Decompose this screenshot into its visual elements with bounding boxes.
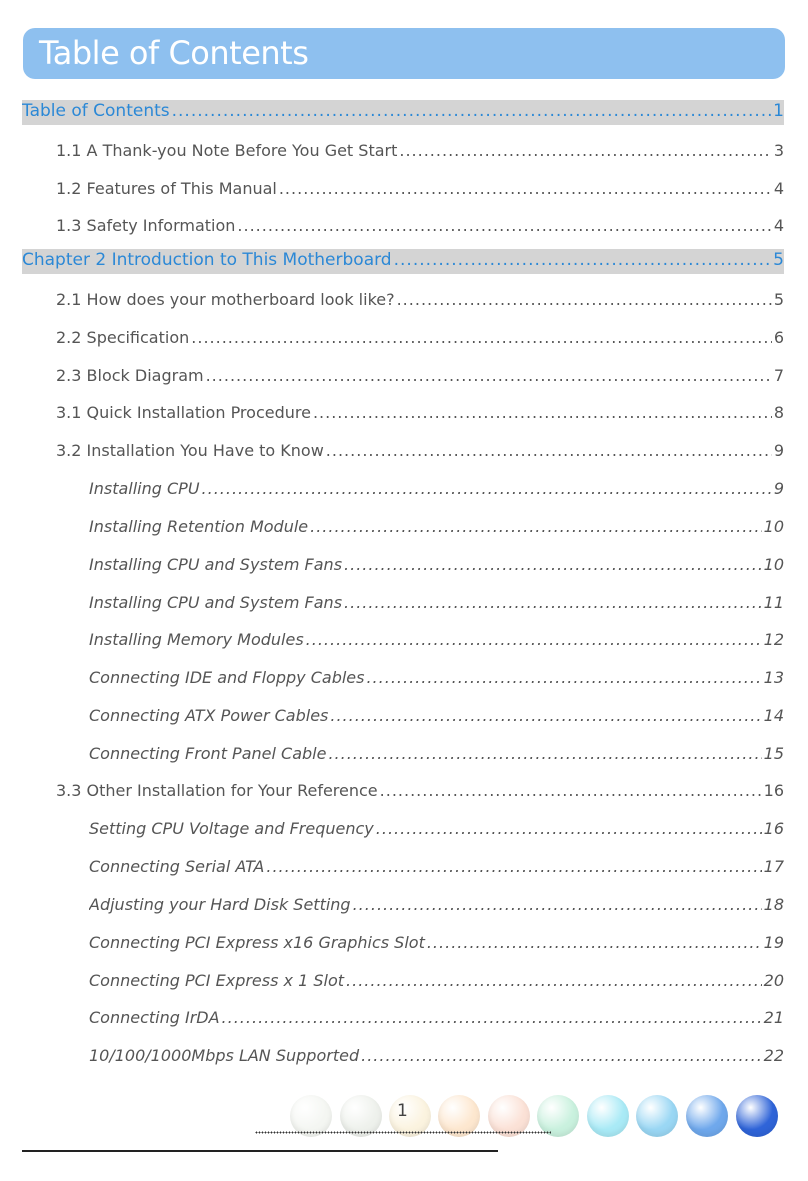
decorative-ball <box>636 1095 678 1137</box>
toc-dot-leader <box>191 328 772 347</box>
toc-entry-page: 4 <box>773 216 784 235</box>
toc-entry-page: 6 <box>773 328 784 347</box>
toc-dot-leader <box>172 101 772 121</box>
toc-entry-page: 3 <box>773 141 784 160</box>
toc-entry[interactable] <box>89 555 784 574</box>
decorative-ball <box>736 1095 778 1137</box>
toc-entry-label: 2.1 How does your motherboard look like? <box>56 290 395 309</box>
toc-entry-page: 16 <box>763 819 784 838</box>
toc-entry-label: Installing CPU and System Fans <box>89 593 343 612</box>
toc-entry-page: 8 <box>773 403 784 422</box>
toc-entry[interactable] <box>89 744 784 763</box>
toc-dot-leader <box>237 216 771 235</box>
toc-entry-page: 7 <box>773 366 784 385</box>
toc-entry-page: 21 <box>763 1008 784 1027</box>
toc-entry[interactable] <box>89 895 784 914</box>
toc-entry[interactable] <box>22 100 784 125</box>
toc-entry-label: Chapter 2 Introduction to This Motherboard <box>22 250 392 270</box>
toc-entry-page: 15 <box>763 744 784 763</box>
toc-entry-label: Table of Contents <box>22 101 170 121</box>
footer-rule <box>22 1150 498 1152</box>
toc-entry[interactable] <box>89 517 784 536</box>
toc-entry[interactable] <box>89 668 784 687</box>
toc-entry[interactable] <box>56 403 784 422</box>
toc-entry-label: 2.2 Specification <box>56 328 190 347</box>
toc-dot-leader <box>266 857 761 876</box>
toc-entry-label: Connecting PCI Express x 1 Slot <box>89 971 345 990</box>
title-banner <box>23 28 785 79</box>
toc-entry[interactable] <box>56 366 784 385</box>
toc-entry-page: 1 <box>773 101 784 121</box>
toc-entry-page: 4 <box>773 179 784 198</box>
toc-dot-leader <box>397 290 772 309</box>
toc-dot-leader <box>328 744 761 763</box>
toc-dot-leader <box>344 593 762 612</box>
toc-entry-label: Connecting ATX Power Cables <box>89 706 329 725</box>
toc-entry-label: Connecting IrDA <box>89 1008 220 1027</box>
toc-entry-label: Installing CPU <box>89 479 200 498</box>
toc-entry[interactable] <box>56 141 784 160</box>
toc-entry[interactable] <box>89 857 784 876</box>
toc-entry-label: 3.1 Quick Installation Procedure <box>56 403 311 422</box>
toc-dot-leader <box>376 819 762 838</box>
toc-dot-leader <box>306 630 762 649</box>
toc-entry-label: Installing CPU and System Fans <box>89 555 343 574</box>
toc-dot-leader <box>380 781 762 800</box>
toc-entry-page: 20 <box>763 971 784 990</box>
toc-entry[interactable] <box>56 216 784 235</box>
toc-entry-label: Setting CPU Voltage and Frequency <box>89 819 374 838</box>
toc-entry[interactable] <box>89 593 784 612</box>
toc-entry-label: 2.3 Block Diagram <box>56 366 204 385</box>
toc-entry-page: 13 <box>763 668 784 687</box>
toc-entry-label: Installing Retention Module <box>89 517 309 536</box>
toc-entry[interactable] <box>89 630 784 649</box>
toc-entry-page: 10 <box>763 517 784 536</box>
toc-dot-leader <box>313 403 772 422</box>
decorative-balls <box>290 1095 790 1143</box>
toc-entry-page: 11 <box>763 593 784 612</box>
toc-entry[interactable] <box>89 1008 784 1027</box>
toc-entry[interactable] <box>56 781 784 800</box>
toc-entry-label: Installing Memory Modules <box>89 630 304 649</box>
toc-dot-leader <box>346 971 762 990</box>
page-title: Table of Contents <box>39 34 309 72</box>
toc-entry[interactable] <box>22 249 784 274</box>
toc-entry[interactable] <box>89 971 784 990</box>
toc-dot-leader <box>326 441 772 460</box>
toc-dot-leader <box>222 1008 762 1027</box>
toc-dot-leader <box>427 933 762 952</box>
decorative-ball <box>686 1095 728 1137</box>
toc-dot-leader <box>399 141 771 160</box>
toc-entry[interactable] <box>56 179 784 198</box>
toc-dot-leader <box>202 479 772 498</box>
toc-entry[interactable] <box>56 441 784 460</box>
toc-entry-label: Connecting Serial ATA <box>89 857 265 876</box>
toc-entry[interactable] <box>89 706 784 725</box>
page-number: 1 <box>397 1101 408 1121</box>
toc-dot-leader <box>361 1046 762 1065</box>
toc-entry-label: 1.1 A Thank-you Note Before You Get Start <box>56 141 398 160</box>
toc-entry-label: Connecting PCI Express x16 Graphics Slot <box>89 933 425 952</box>
toc-entry[interactable] <box>89 819 784 838</box>
toc-entry-page: 17 <box>763 857 784 876</box>
toc-entry[interactable] <box>56 290 784 309</box>
toc-entry-page: 19 <box>763 933 784 952</box>
toc-entry-page: 10 <box>763 555 784 574</box>
toc-entry-label: 10/100/1000Mbps LAN Supported <box>89 1046 360 1065</box>
toc-entry[interactable] <box>89 933 784 952</box>
toc-entry-label: Connecting IDE and Floppy Cables <box>89 668 365 687</box>
toc-entry-page: 5 <box>773 290 784 309</box>
toc-entry[interactable] <box>89 479 784 498</box>
toc-entry-page: 22 <box>763 1046 784 1065</box>
toc-entry-page: 5 <box>773 250 784 270</box>
toc-entry-label: 3.2 Installation You Have to Know <box>56 441 324 460</box>
toc-entry-label: 3.3 Other Installation for Your Reference <box>56 781 378 800</box>
toc-entry-page: 9 <box>773 479 784 498</box>
toc-dot-leader <box>310 517 762 536</box>
toc-entry[interactable] <box>56 328 784 347</box>
toc-dot-leader <box>279 179 772 198</box>
toc-dot-leader <box>366 668 761 687</box>
toc-dot-leader <box>394 250 772 270</box>
toc-entry-page: 16 <box>763 781 784 800</box>
footer-dotted-line <box>255 1131 551 1134</box>
decorative-ball <box>587 1095 629 1137</box>
toc-dot-leader <box>353 895 762 914</box>
toc-entry-page: 14 <box>763 706 784 725</box>
toc-dot-leader <box>206 366 772 385</box>
toc-entry-page: 9 <box>773 441 784 460</box>
toc-entry-page: 12 <box>763 630 784 649</box>
toc-entry-label: 1.2 Features of This Manual <box>56 179 277 198</box>
toc-entry-label: Connecting Front Panel Cable <box>89 744 327 763</box>
toc-entry-label: Adjusting your Hard Disk Setting <box>89 895 351 914</box>
toc-entry[interactable] <box>89 1046 784 1065</box>
toc-dot-leader <box>344 555 762 574</box>
toc-entry-page: 18 <box>763 895 784 914</box>
toc-dot-leader <box>330 706 761 725</box>
toc-entry-label: 1.3 Safety Information <box>56 216 236 235</box>
